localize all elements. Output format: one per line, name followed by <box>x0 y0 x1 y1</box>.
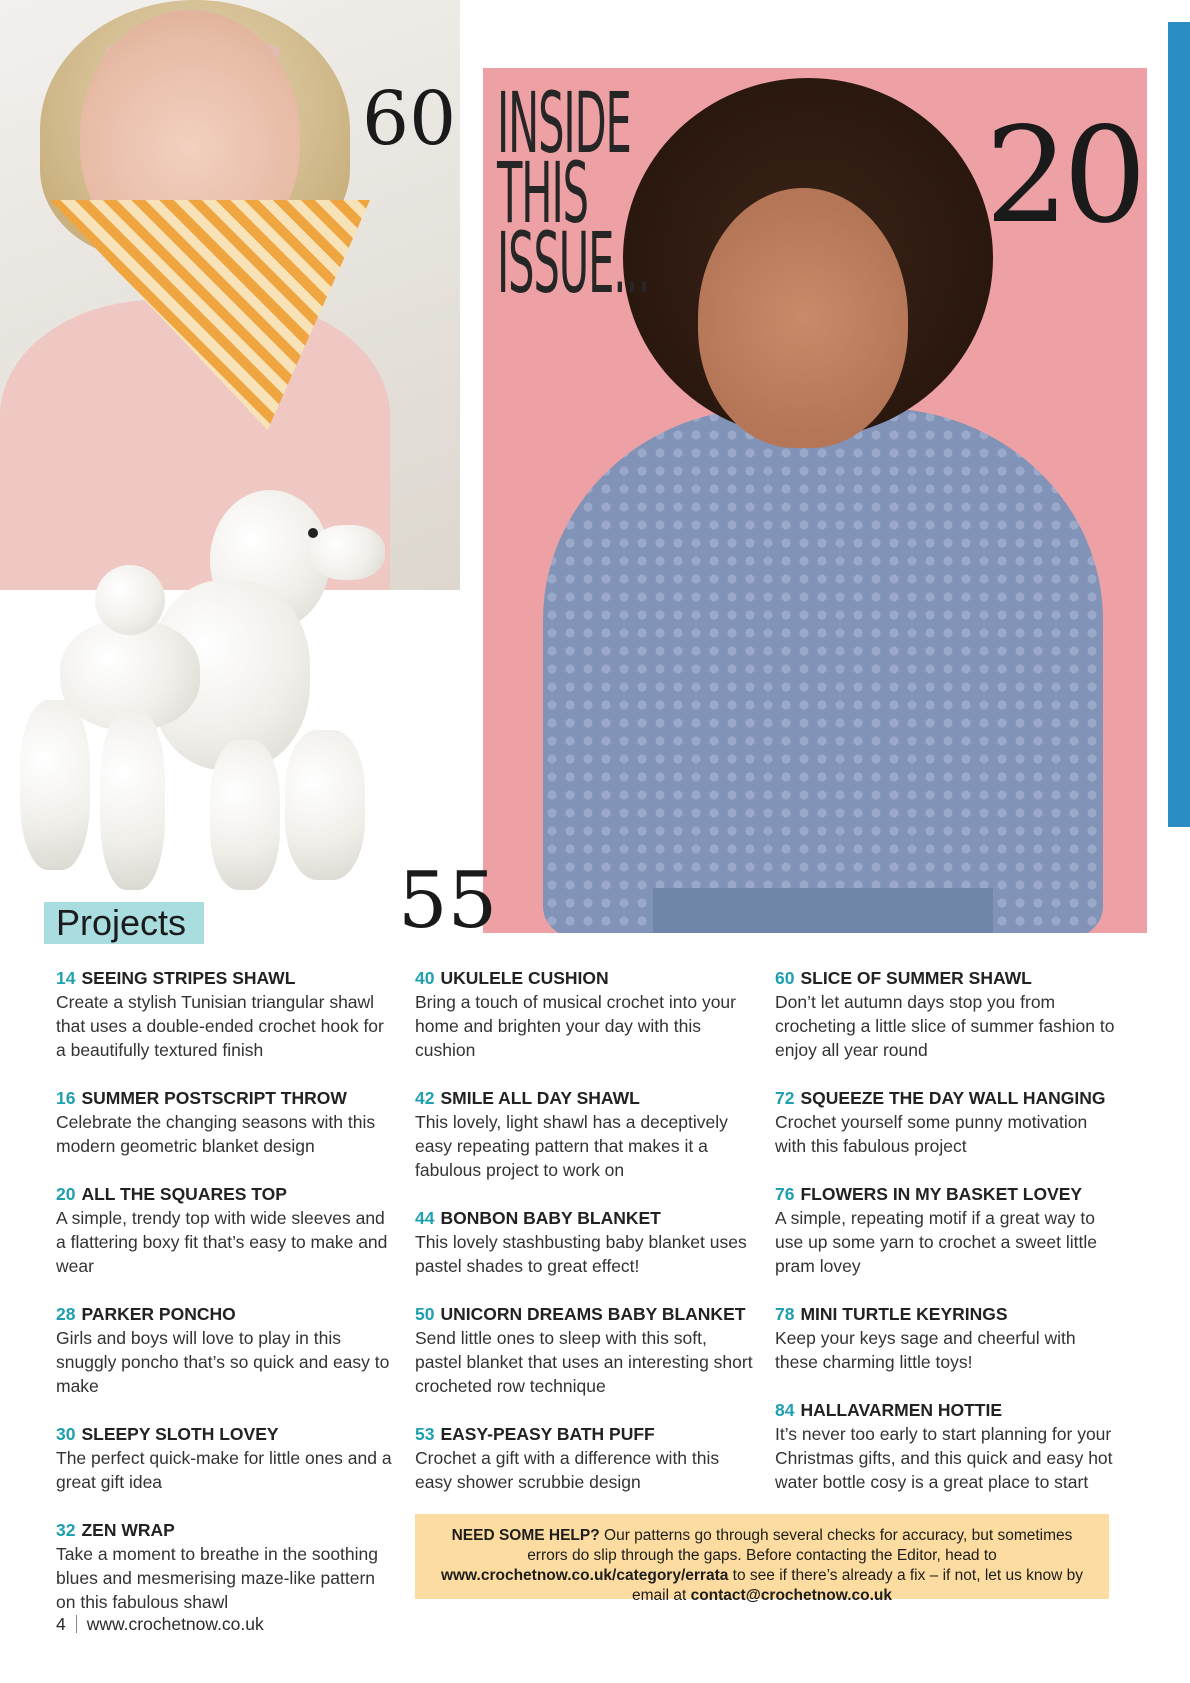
contact-email-link[interactable]: contact@crochetnow.co.uk <box>690 1587 893 1604</box>
entry-description: Create a stylish Tunisian triangular shawl that uses a double-ended crochet hook for a beautifully textured finish <box>56 992 384 1060</box>
entry-description: Bring a touch of musical crochet into your home and brighten your day with this cushion <box>415 992 736 1060</box>
title-line: INSIDE <box>497 74 631 172</box>
errata-link[interactable]: www.crochetnow.co.uk/category/errata <box>440 1567 729 1584</box>
contents-entry[interactable] <box>775 1086 1115 1158</box>
entry-description: Girls and boys will love to play in this snuggly poncho that’s so quick and easy to make <box>56 1328 390 1396</box>
contents-entry[interactable] <box>415 1422 755 1494</box>
entry-description: A simple, trendy top with wide sleeves and a flattering boxy fit that’s easy to make and wear <box>56 1208 388 1276</box>
entry-page-number: 28 <box>56 1304 76 1324</box>
contents-entry[interactable] <box>415 1206 755 1278</box>
section-label: Projects <box>44 902 204 944</box>
entry-title: SQUEEZE THE DAY WALL HANGING <box>800 1088 1106 1108</box>
poodle-toy-photo <box>0 470 395 910</box>
entry-title: PARKER PONCHO <box>81 1304 236 1324</box>
entry-title: FLOWERS IN MY BASKET LOVEY <box>800 1184 1083 1204</box>
contents-entry[interactable] <box>415 1086 755 1182</box>
contents-entry[interactable] <box>56 966 396 1062</box>
entry-description: Don’t let autumn days stop you from crocheting a little slice of summer fashion to enjoy all year round <box>775 992 1115 1060</box>
entry-description: This lovely stashbusting baby blanket uses pastel shades to great effect! <box>415 1232 747 1276</box>
contents-column-3 <box>775 966 1115 1518</box>
entry-page-number: 50 <box>415 1304 435 1324</box>
entry-description: Crochet a gift with a difference with this easy shower scrubbie design <box>415 1448 720 1492</box>
entry-page-number: 16 <box>56 1088 76 1108</box>
entry-description: The perfect quick-make for little ones and a great gift idea <box>56 1448 392 1492</box>
entry-description: A simple, repeating motif if a great way to use up some yarn to crochet a sweet little pram lovey <box>775 1208 1097 1276</box>
contents-entry[interactable] <box>775 1182 1115 1278</box>
entry-title: EASY-PEASY BATH PUFF <box>440 1424 655 1444</box>
entry-description: Crochet yourself some punny motivation with this fabulous project <box>775 1112 1088 1156</box>
entry-page-number: 30 <box>56 1424 76 1444</box>
footer-website-link[interactable]: www.crochetnow.co.uk <box>86 1614 264 1634</box>
entry-page-number: 76 <box>775 1184 795 1204</box>
contents-entry[interactable] <box>56 1182 396 1278</box>
entry-page-number: 40 <box>415 968 435 988</box>
entry-page-number: 60 <box>775 968 795 988</box>
contents-column-2 <box>415 966 755 1518</box>
page-number-60: 60 <box>362 76 457 162</box>
entry-title: SMILE ALL DAY SHAWL <box>440 1088 640 1108</box>
contents-entry[interactable] <box>56 1422 396 1494</box>
entry-title: ALL THE SQUARES TOP <box>81 1184 287 1204</box>
title-line: ISSUE... <box>497 214 650 312</box>
entry-title: HALLAVARMEN HOTTIE <box>800 1400 1003 1420</box>
entry-description: Celebrate the changing seasons with this modern geometric blanket design <box>56 1112 376 1156</box>
entry-title: SLEEPY SLOTH LOVEY <box>81 1424 279 1444</box>
contents-entry[interactable] <box>775 1398 1115 1494</box>
entry-page-number: 72 <box>775 1088 795 1108</box>
entry-page-number: 32 <box>56 1520 76 1540</box>
entry-title: ZEN WRAP <box>81 1520 175 1540</box>
help-lead: NEED SOME HELP? <box>451 1527 600 1544</box>
contents-column-1 <box>56 966 396 1638</box>
page-number-55: 55 <box>398 856 498 946</box>
entry-page-number: 20 <box>56 1184 76 1204</box>
contents-entry[interactable] <box>56 1302 396 1398</box>
folio-page-number: 4 <box>56 1614 66 1634</box>
title-line: THIS <box>497 144 588 242</box>
entry-page-number: 14 <box>56 968 76 988</box>
entry-page-number: 42 <box>415 1088 435 1108</box>
entry-page-number: 53 <box>415 1424 435 1444</box>
entry-title: SLICE OF SUMMER SHAWL <box>800 968 1032 988</box>
entry-description: Take a moment to breathe in the soothing blues and mesmerising maze-like pattern on this fabulous shawl <box>56 1544 379 1612</box>
contents-entry[interactable] <box>56 1086 396 1158</box>
entry-description: Send little ones to sleep with this soft, pastel blanket that uses an interesting short crocheted row technique <box>415 1328 753 1396</box>
entry-description: This lovely, light shawl has a deceptively easy repeating pattern that makes it a fabulous project to work on <box>415 1112 728 1180</box>
help-box <box>415 1514 1109 1604</box>
contents-entry[interactable] <box>415 966 755 1062</box>
help-text-2: to see if there’s already a fix – if not, let us know by email at <box>631 1567 1084 1604</box>
entry-title: SEEING STRIPES SHAWL <box>81 968 296 988</box>
entry-page-number: 44 <box>415 1208 435 1228</box>
contents-entry[interactable] <box>415 1302 755 1398</box>
footer <box>56 1612 264 1636</box>
entry-title: BONBON BABY BLANKET <box>440 1208 661 1228</box>
entry-page-number: 84 <box>775 1400 795 1420</box>
entry-title: UKULELE CUSHION <box>440 968 609 988</box>
entry-title: SUMMER POSTSCRIPT THROW <box>81 1088 347 1108</box>
entry-page-number: 78 <box>775 1304 795 1324</box>
adjacent-page-edge <box>1160 22 1190 827</box>
entry-title: UNICORN DREAMS BABY BLANKET <box>440 1304 746 1324</box>
contents-entry[interactable] <box>56 1518 396 1614</box>
footer-divider <box>76 1615 77 1633</box>
entry-description: Keep your keys sage and cheerful with these charming little toys! <box>775 1328 1076 1372</box>
contents-entry[interactable] <box>775 1302 1115 1374</box>
help-text-1: Our patterns go through several checks for accuracy, but sometimes errors do slip through the gaps. Before contacting the Editor, head to <box>527 1527 1073 1564</box>
entry-description: It’s never too early to start planning for your Christmas gifts, and this quick and easy hot water bottle cosy is a great place to start <box>775 1424 1113 1492</box>
page-title <box>497 74 650 312</box>
contents-entry[interactable] <box>775 966 1115 1062</box>
entry-title: MINI TURTLE KEYRINGS <box>800 1304 1008 1324</box>
page-number-20: 20 <box>985 99 1141 253</box>
